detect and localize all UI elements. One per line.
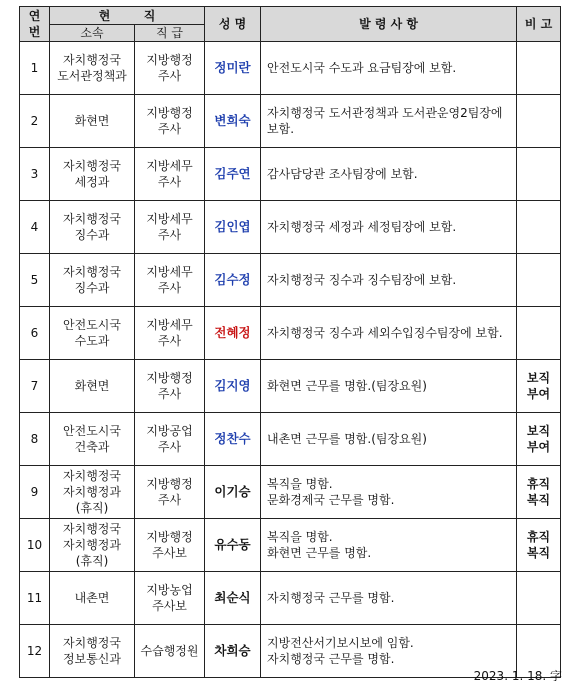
order-cell: 자치행정국 징수과 징수팀장에 보함.	[261, 254, 517, 307]
order-cell: 자치행정국 징수과 세외수입징수팀장에 보함.	[261, 307, 517, 360]
name-cell: 김인엽	[205, 201, 261, 254]
name-cell: 정미란	[205, 42, 261, 95]
row-number: 3	[20, 148, 50, 201]
table-row	[20, 254, 561, 307]
name-cell: 변희숙	[205, 95, 261, 148]
note-cell: 휴직 복직	[517, 466, 561, 519]
row-number: 8	[20, 413, 50, 466]
row-number: 9	[20, 466, 50, 519]
order-cell: 내촌면 근무를 명함.(팀장요원)	[261, 413, 517, 466]
note-cell	[517, 148, 561, 201]
name-cell: 최순식	[205, 572, 261, 625]
order-cell: 자치행정국 도서관정책과 도서관운영2팀장에 보함.	[261, 95, 517, 148]
header-dept: 소속	[50, 25, 135, 42]
dept-cell: 자치행정국 자치행정과 (휴직)	[50, 466, 135, 519]
dept-cell: 자치행정국 자치행정과 (휴직)	[50, 519, 135, 572]
note-cell	[517, 201, 561, 254]
rank-cell: 지방행정 주사	[135, 466, 205, 519]
note-cell: 보직 부여	[517, 360, 561, 413]
note-cell	[517, 572, 561, 625]
dept-cell: 안전도시국 건축과	[50, 413, 135, 466]
row-number: 7	[20, 360, 50, 413]
order-cell: 화현면 근무를 명함.(팀장요원)	[261, 360, 517, 413]
table-row	[20, 95, 561, 148]
name-cell: 김지영	[205, 360, 261, 413]
order-cell: 자치행정국 세정과 세정팀장에 보함.	[261, 201, 517, 254]
table-row	[20, 360, 561, 413]
table-row	[20, 519, 561, 572]
row-number: 10	[20, 519, 50, 572]
header-rank: 직 급	[135, 25, 205, 42]
rank-cell: 지방행정 주사	[135, 95, 205, 148]
order-cell: 자치행정국 근무를 명함.	[261, 572, 517, 625]
name-cell: 김수정	[205, 254, 261, 307]
row-number: 4	[20, 201, 50, 254]
rank-cell: 지방세무 주사	[135, 254, 205, 307]
row-number: 12	[20, 625, 50, 678]
name-cell: 차희승	[205, 625, 261, 678]
rank-cell: 지방농업 주사보	[135, 572, 205, 625]
dept-cell: 자치행정국 징수과	[50, 254, 135, 307]
header-number: 연 번	[20, 7, 50, 42]
header-order: 발 령 사 항	[261, 7, 517, 42]
note-cell	[517, 254, 561, 307]
dept-cell: 자치행정국 정보통신과	[50, 625, 135, 678]
order-cell: 지방전산서기보시보에 임함. 자치행정국 근무를 명함.	[261, 625, 517, 678]
rank-cell: 지방세무 주사	[135, 148, 205, 201]
rank-cell: 수습행정원	[135, 625, 205, 678]
note-cell	[517, 307, 561, 360]
table-row	[20, 413, 561, 466]
table-row	[20, 572, 561, 625]
table-row	[20, 466, 561, 519]
personnel-order-table	[19, 6, 561, 678]
table-row	[20, 201, 561, 254]
note-cell: 보직 부여	[517, 413, 561, 466]
dept-cell: 안전도시국 수도과	[50, 307, 135, 360]
header-note: 비 고	[517, 7, 561, 42]
name-cell: 정찬수	[205, 413, 261, 466]
name-cell: 전혜정	[205, 307, 261, 360]
row-number: 1	[20, 42, 50, 95]
note-cell	[517, 42, 561, 95]
note-cell: 휴직 복직	[517, 519, 561, 572]
row-number: 6	[20, 307, 50, 360]
row-number: 5	[20, 254, 50, 307]
table-row	[20, 42, 561, 95]
dept-cell: 내촌면	[50, 572, 135, 625]
dept-cell: 자치행정국 도서관정책과	[50, 42, 135, 95]
name-cell: 유수동	[205, 519, 261, 572]
dept-cell: 자치행정국 징수과	[50, 201, 135, 254]
dept-cell: 자치행정국 세정과	[50, 148, 135, 201]
rank-cell: 지방세무 주사	[135, 307, 205, 360]
rank-cell: 지방세무 주사	[135, 201, 205, 254]
rank-cell: 지방행정 주사	[135, 360, 205, 413]
order-cell: 복직을 명함. 화현면 근무를 명함.	[261, 519, 517, 572]
name-cell: 이기승	[205, 466, 261, 519]
issue-date: 2023. 1. 18. 字	[473, 669, 562, 683]
note-cell	[517, 95, 561, 148]
rank-cell: 지방행정 주사	[135, 42, 205, 95]
rank-cell: 지방행정 주사보	[135, 519, 205, 572]
header-name: 성 명	[205, 7, 261, 42]
row-number: 2	[20, 95, 50, 148]
order-cell: 감사담당관 조사팀장에 보함.	[261, 148, 517, 201]
name-cell: 김주연	[205, 148, 261, 201]
rank-cell: 지방공업 주사	[135, 413, 205, 466]
table-row	[20, 307, 561, 360]
header-current-position: 현 직	[50, 7, 205, 25]
row-number: 11	[20, 572, 50, 625]
order-cell: 안전도시국 수도과 요금팀장에 보함.	[261, 42, 517, 95]
dept-cell: 화현면	[50, 360, 135, 413]
dept-cell: 화현면	[50, 95, 135, 148]
table-row	[20, 148, 561, 201]
order-cell: 복직을 명함. 문화경제국 근무를 명함.	[261, 466, 517, 519]
